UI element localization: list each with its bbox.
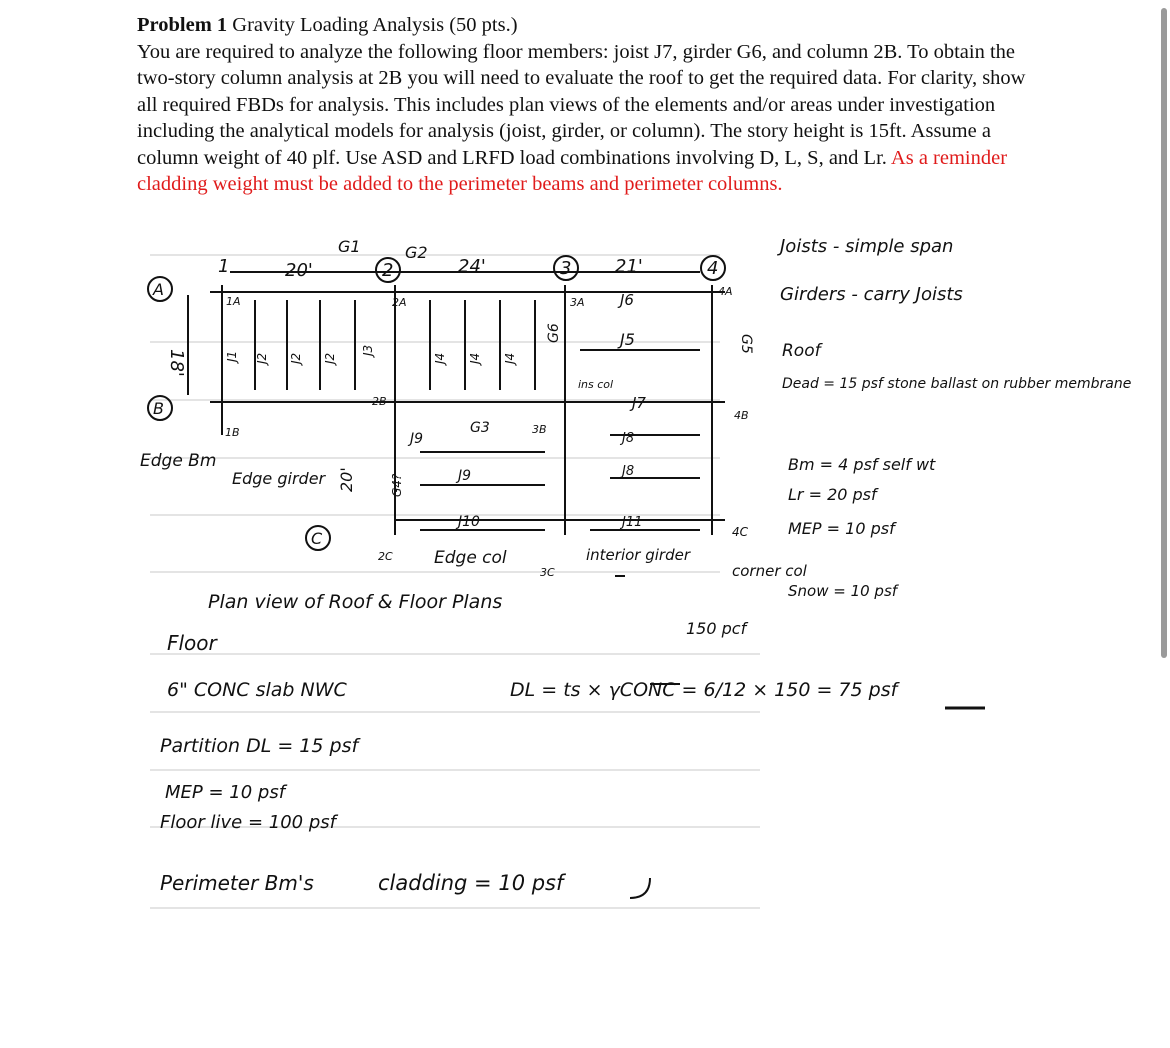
note-lr: Lr = 20 psf xyxy=(788,485,877,504)
joist-j4a: J4 xyxy=(433,352,447,364)
col-4c: 4C xyxy=(732,525,749,539)
grid-b: B xyxy=(153,399,164,418)
joist-j3: J3 xyxy=(361,344,375,356)
grid-2: 2 xyxy=(382,260,394,281)
grid-1: 1 xyxy=(218,256,230,277)
dim-bay-2: 24' xyxy=(458,256,486,277)
col-1b: 1B xyxy=(225,426,240,439)
vertical-scrollbar[interactable] xyxy=(1158,0,1170,1048)
girder-g4: G4? xyxy=(390,473,404,497)
girder-g1: G1 xyxy=(338,237,361,256)
note-edge-girder: Edge girder xyxy=(232,469,326,488)
joist-j2b: J2 xyxy=(289,352,303,364)
floor-live: Floor live = 100 psf xyxy=(160,812,336,833)
note-girders: Girders - carry Joists xyxy=(780,284,963,305)
grid-4: 4 xyxy=(707,258,719,279)
girder-g3: G3 xyxy=(470,420,490,436)
col-2c: 2C xyxy=(378,550,393,563)
joist-j4b: J4 xyxy=(468,352,482,364)
col-2a: 2A xyxy=(392,296,407,309)
col-1a: 1A xyxy=(226,295,241,308)
cladding-reminder: As a reminder cladding weight must be added to the perimeter beams and perimeter columns. xyxy=(137,146,1008,195)
girder-g6: G6 xyxy=(546,323,562,343)
note-edge-col: Edge col xyxy=(434,548,507,568)
floor-dl-equation: DL = ts × γCONC = 6/12 × 150 = 75 psf xyxy=(510,679,898,701)
joist-j8a: J8 xyxy=(622,431,635,446)
floor-heading: Floor xyxy=(167,631,217,655)
note-corner-col: corner col xyxy=(732,562,807,580)
joist-j2c: J2 xyxy=(323,352,337,364)
joist-j4c: J4 xyxy=(503,352,517,364)
col-3b: 3B xyxy=(532,423,547,436)
plan-caption: Plan view of Roof & Floor Plans xyxy=(208,591,503,613)
joist-j2a: J2 xyxy=(255,352,269,364)
joist-j6: J6 xyxy=(620,291,634,309)
dim-bay-b-c: 20' xyxy=(337,467,356,492)
joist-j9b: J9 xyxy=(458,468,472,484)
note-edge-bm: Edge Bm xyxy=(140,451,217,471)
note-mep-roof: MEP = 10 psf xyxy=(788,519,895,538)
note-snow: Snow = 10 psf xyxy=(788,582,898,600)
joist-j7: J7 xyxy=(632,394,646,412)
note-joists: Joists - simple span xyxy=(780,236,954,257)
col-4a: 4A xyxy=(718,285,733,298)
dim-bay-1: 20' xyxy=(285,260,313,281)
cladding-load: cladding = 10 psf xyxy=(378,871,564,895)
note-interior-girder: interior girder xyxy=(586,546,691,564)
floor-slab: 6" CONC slab NWC xyxy=(167,679,347,701)
col-3c: 3C xyxy=(540,566,555,579)
grid-c: C xyxy=(311,529,323,548)
joist-j8b: J8 xyxy=(622,464,635,479)
joist-j9a: J9 xyxy=(410,431,424,447)
problem-title: Problem 1 Gravity Loading Analysis (50 pts.) xyxy=(137,14,518,36)
perimeter-beams: Perimeter Bm's xyxy=(160,871,314,895)
note-dead: Dead = 15 psf stone ballast on rubber membrane xyxy=(782,376,1132,392)
joist-j11: J11 xyxy=(622,515,643,530)
scrollbar-thumb[interactable] xyxy=(1161,8,1167,658)
grid-a: A xyxy=(153,280,164,299)
floor-partition: Partition DL = 15 psf xyxy=(160,735,359,757)
grid-3: 3 xyxy=(560,258,572,279)
note-roof: Roof xyxy=(782,341,821,361)
joist-j10: J10 xyxy=(458,514,480,530)
dim-bay-3: 21' xyxy=(615,256,643,277)
col-4b: 4B xyxy=(734,409,749,422)
floor-unit-weight: 150 pcf xyxy=(686,619,747,638)
note-ins-col: ins col xyxy=(578,378,614,391)
col-3a: 3A xyxy=(570,296,585,309)
col-2b: 2B xyxy=(372,395,387,408)
girder-g5: G5 xyxy=(738,334,754,354)
girder-g2: G2 xyxy=(405,243,428,262)
problem-statement xyxy=(137,12,1037,198)
joist-j5: J5 xyxy=(620,330,635,349)
problem-body: You are required to analyze the following floor members: joist J7, girder G6, and column 2B. To obtain the two-story column analysis at 2B you will need to evaluate the roof to get the required data. For clarity, show all required FBDs for analysis. This includes plan views of the elements and/or areas under investigation including the analytical models for analysis (joist, girder, or column). The story height is 15ft. Assume a column weight of 40 plf. Use ASD and LRFD load combinations involving D, L, S, and Lr. As a reminder cladding weight must be added to the perimeter beams and perimeter columns. xyxy=(137,40,1026,195)
note-bm: Bm = 4 psf self wt xyxy=(788,455,936,474)
handwritten-sketch xyxy=(0,230,1160,1030)
dim-bay-a-b: 18' xyxy=(166,349,187,377)
joist-j1: J1 xyxy=(225,350,239,362)
floor-mep: MEP = 10 psf xyxy=(165,782,286,803)
